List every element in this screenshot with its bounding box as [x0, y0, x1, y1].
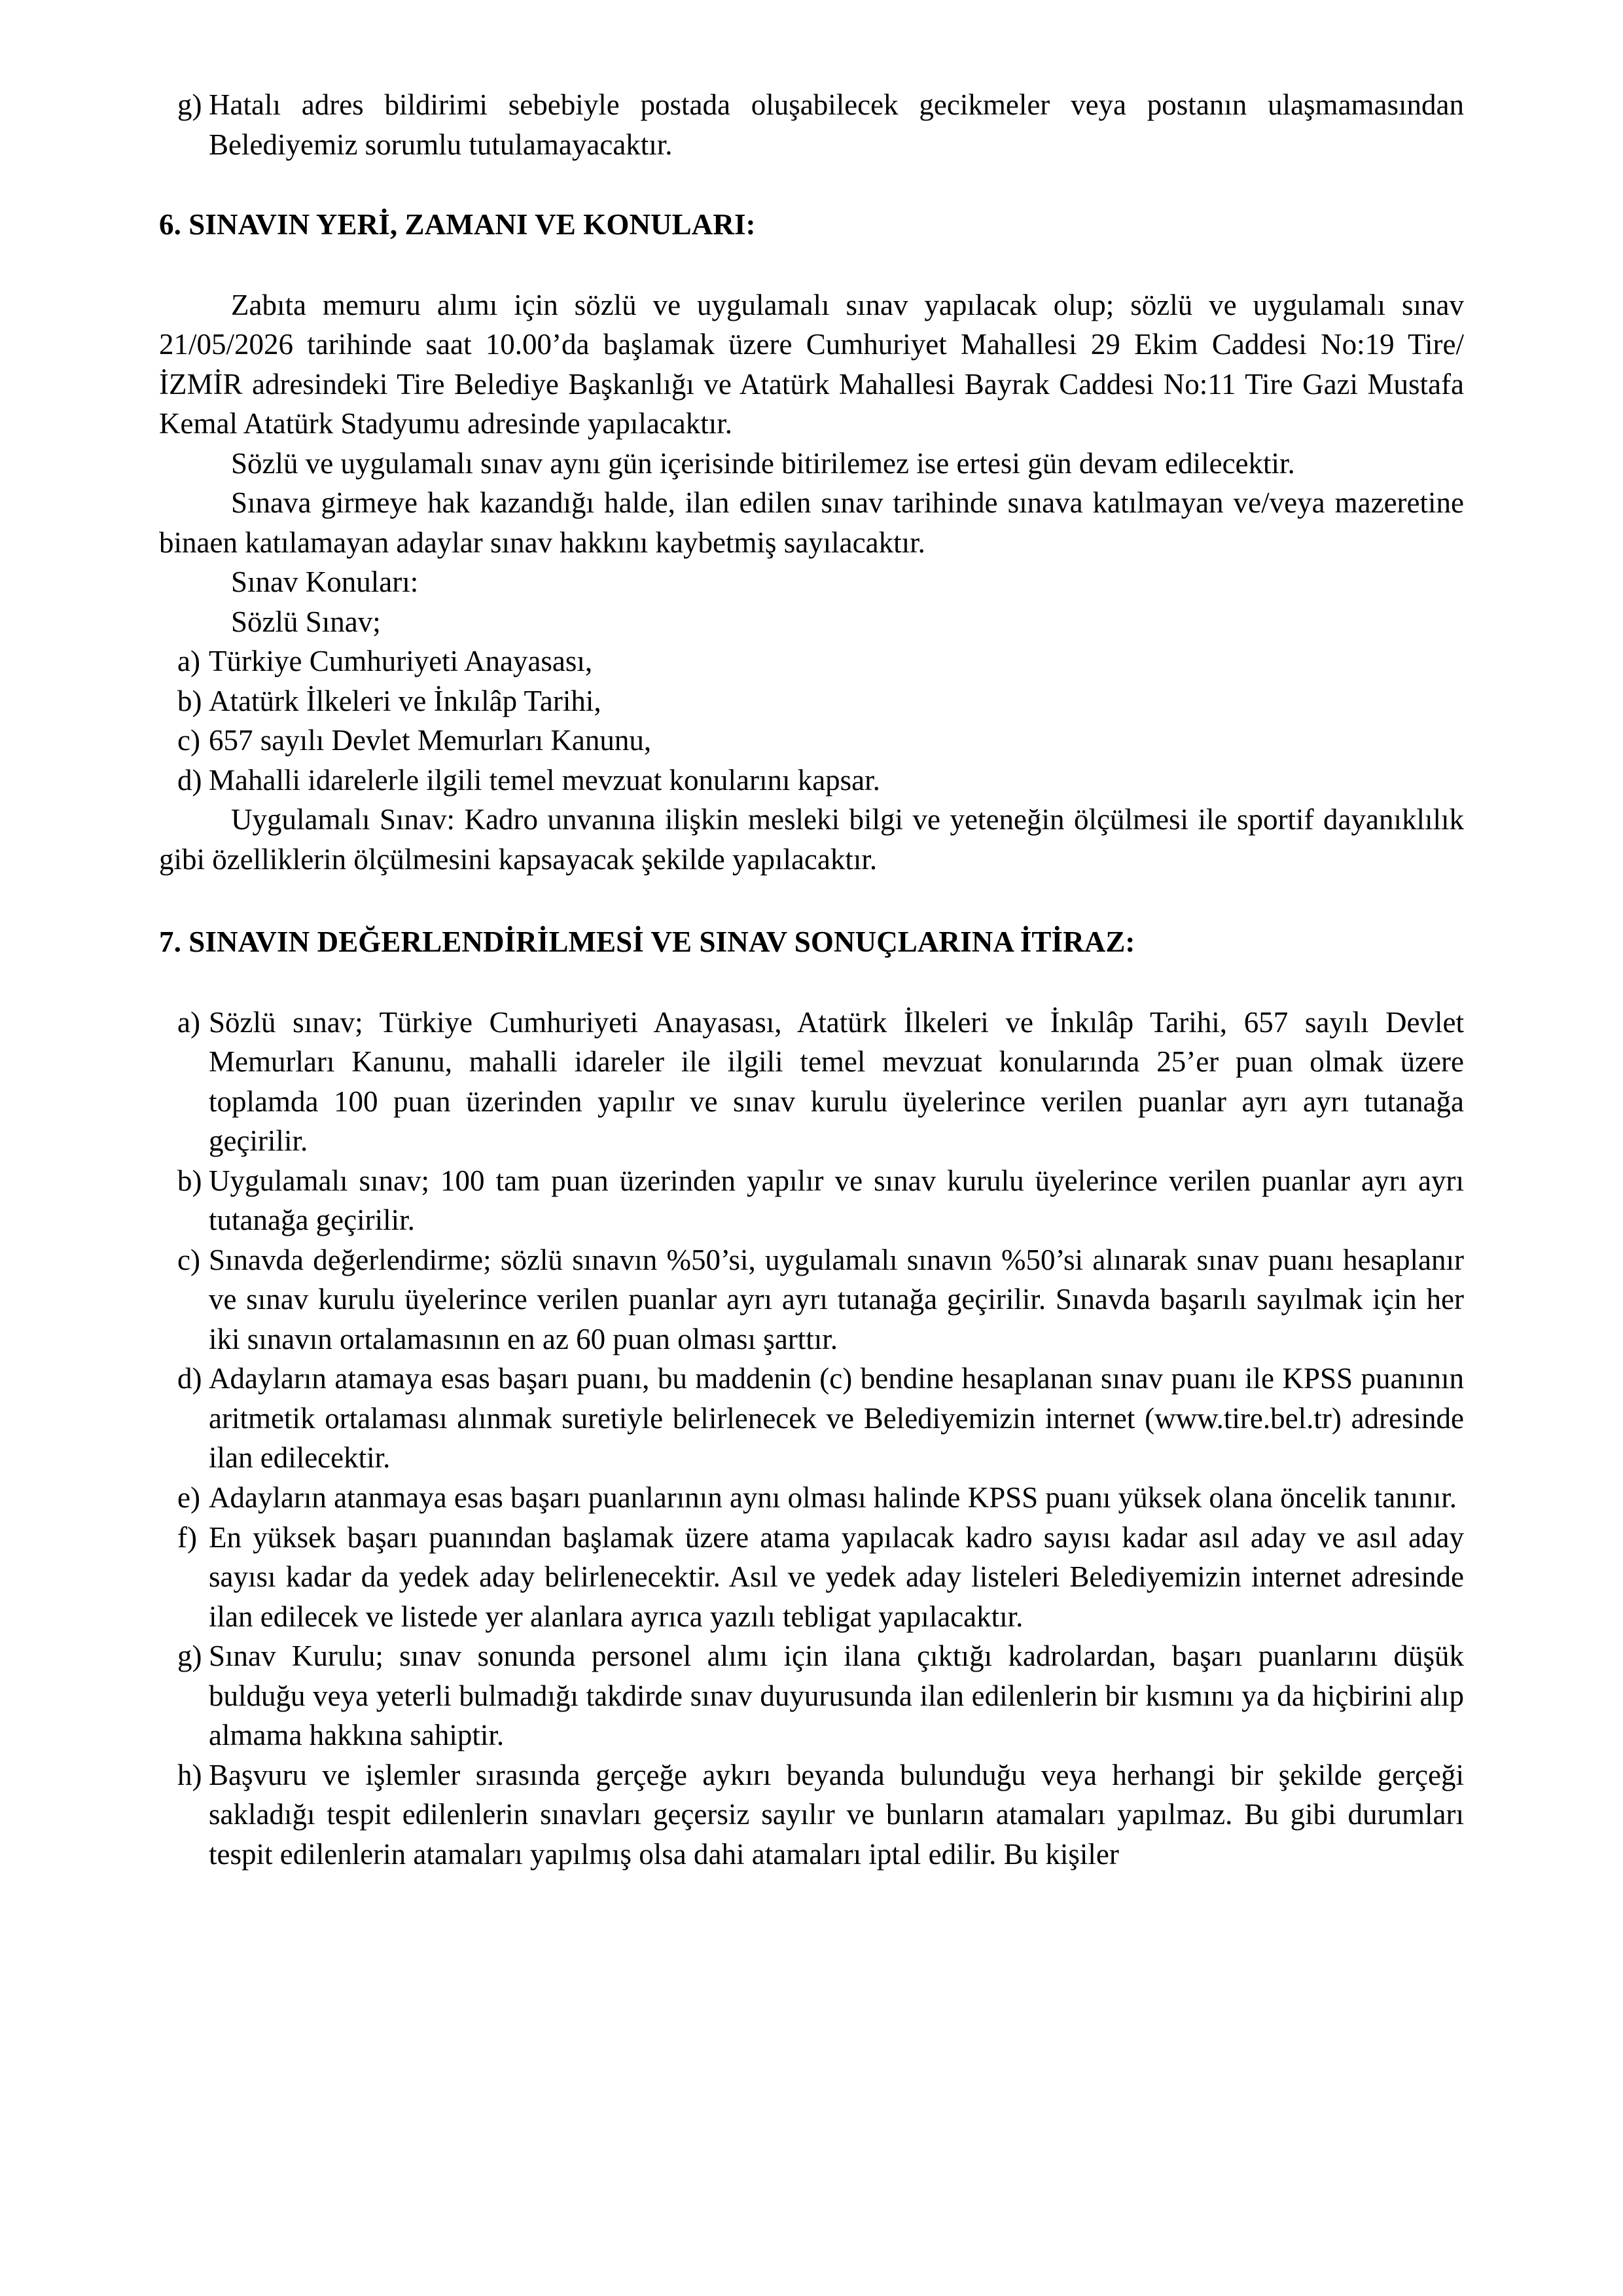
list-item — [159, 761, 1464, 800]
list-item-text: Adayların atanmaya esas başarı puanlarının aynı olması halinde KPSS puanı yüksek olana öncelik tanınır. — [209, 1480, 1457, 1514]
list-marker: c) — [177, 1243, 200, 1276]
list-item-text: Hatalı adres bildirimi sebebiyle postada oluşabilecek gecikmeler veya postanın ulaşmamasından Belediyemiz sorumlu tutulamayacaktır. — [209, 88, 1464, 161]
section-6-paragraph-1: Zabıta memuru alımı için sözlü ve uygulamalı sınav yapılacak olup; sözlü ve uygulamalı sınav 21/05/2026 tarihinde saat 10.00’da başlamak üzere Cumhuriyet Mahallesi 29 Ekim Caddesi No:19 Tire/İZMİR adresindeki Tire Belediye Başkanlığı ve Atatürk Mahallesi Bayrak Caddesi No:11 Tire Gazi Mustafa Kemal Atatürk Stadyumu adresinde yapılacaktır. — [159, 288, 1464, 440]
list-marker: f) — [177, 1520, 197, 1554]
table-row — [159, 1636, 1464, 1755]
list-marker: b) — [177, 1164, 202, 1197]
table-row — [159, 1755, 1464, 1874]
spacer — [159, 962, 1464, 1003]
oral-exam-label: Sözlü Sınav; — [231, 605, 381, 638]
list-item-text: Sınavda değerlendirme; sözlü sınavın %50’si, uygulamalı sınavın %50’si alınarak sınav puanı hesaplanır ve sınav kurulu üyelerince verilen puanlar ayrı ayrı tutanağa geçirilir. Sınavda başarılı sayılmak için her iki sınavın ortalamasının en az 60 puan olması şarttır. — [209, 1243, 1464, 1355]
spacer — [159, 879, 1464, 922]
list-item — [159, 721, 1464, 761]
list-item — [159, 85, 1464, 164]
table-row — [159, 1518, 1464, 1637]
list-item-text: Başvuru ve işlemler sırasında gerçeğe aykırı beyanda bulunduğu veya herhangi bir şekilde gerçeği sakladığı tespit edilenlerin sınavları geçersiz sayılır ve bunların atamaları yapılmaz. Bu gibi durumları tespit edilenlerin atamaları yapılmış olsa dahi atamaları iptal edilir. Bu kişiler — [209, 1758, 1464, 1871]
list-item-text: 657 sayılı Devlet Memurları Kanunu, — [209, 724, 652, 757]
spacer — [159, 245, 1464, 285]
list-item-text: Türkiye Cumhuriyeti Anayasası, — [209, 645, 593, 678]
list-marker: d) — [177, 763, 202, 797]
list-marker: g) — [177, 88, 202, 121]
table-row — [159, 1003, 1464, 1161]
list-item-text: Mahalli idarelerle ilgili temel mevzuat konularını kapsar. — [209, 763, 880, 797]
continued-list — [159, 85, 1464, 164]
practical-exam-paragraph: Uygulamalı Sınav: Kadro unvanına ilişkin mesleki bilgi ve yeteneğin ölçülmesi ile sportif dayanıklılık gibi özelliklerin ölçülmesini kapsayacak şekilde yapılacaktır. — [159, 803, 1464, 876]
list-marker: e) — [177, 1480, 200, 1514]
list-item-text: Uygulamalı sınav; 100 tam puan üzerinden yapılır ve sınav kurulu üyelerince verilen puanlar ayrı ayrı tutanağa geçirilir. — [209, 1164, 1464, 1237]
list-marker: g) — [177, 1640, 202, 1673]
table-row — [159, 1359, 1464, 1478]
list-marker: c) — [177, 724, 200, 757]
exam-subjects-label: Sınav Konuları: — [231, 565, 419, 599]
section-7-heading: 7. SINAVIN DEĞERLENDİRİLMESİ VE SINAV SONUÇLARINA İTİRAZ: — [159, 925, 1135, 959]
table-row — [159, 1161, 1464, 1240]
list-marker: a) — [177, 1005, 200, 1039]
list-marker: d) — [177, 1362, 202, 1395]
table-row — [159, 1240, 1464, 1359]
section-6-paragraph-3: Sınava girmeye hak kazandığı halde, ilan edilen sınav tarihinde sınava katılmayan ve/veya mazeretine binaen katılamayan adaylar sınav hakkını kaybetmiş sayılacaktır. — [159, 486, 1464, 559]
list-item-text: Sözlü sınav; Türkiye Cumhuriyeti Anayasası, Atatürk İlkeleri ve İnkılâp Tarihi, 657 sayılı Devlet Memurları Kanunu, mahalli idareler ile ilgili temel mevzuat konularında 25’er puan olmak üzere toplamda 100 puan üzerinden yapılır ve sınav kurulu üyelerince verilen puanlar ayrı ayrı tutanağa geçirilir. — [209, 1005, 1464, 1158]
section-6-paragraph-2: Sözlü ve uygulamalı sınav aynı gün içerisinde bitirilemez ise ertesi gün devam edilecektir. — [231, 446, 1295, 480]
list-item-text: Sınav Kurulu; sınav sonunda personel alımı için ilana çıktığı kadrolardan, başarı puanlarını düşük bulduğu veya yeterli bulmadığı takdirde sınav duyurusunda ilan edilenlerin bir kısmını ya da hiçbirini alıp almama hakkına sahiptir. — [209, 1640, 1464, 1752]
list-item — [159, 681, 1464, 721]
list-item-text: En yüksek başarı puanından başlamak üzere atama yapılacak kadro sayısı kadar asıl aday ve asıl aday sayısı kadar da yedek aday belirlenecektir. Asıl ve yedek aday listeleri Belediyemizin internet adresinde ilan edilecek ve listede yer alanlara ayrıca yazılı tebligat yapılacaktır. — [209, 1520, 1464, 1633]
list-marker: b) — [177, 684, 202, 717]
list-marker: h) — [177, 1758, 202, 1791]
oral-exam-subject-list — [159, 641, 1464, 800]
spacer — [159, 164, 1464, 205]
list-item — [159, 641, 1464, 681]
section-7-list — [159, 1003, 1464, 1874]
list-marker: a) — [177, 645, 200, 678]
section-6-heading: 6. SINAVIN YERİ, ZAMANI VE KONULARI: — [159, 208, 756, 242]
list-item-text: Atatürk İlkeleri ve İnkılâp Tarihi, — [209, 684, 601, 717]
list-item-text: Adayların atamaya esas başarı puanı, bu maddenin (c) bendine hesaplanan sınav puanı ile KPSS puanının aritmetik ortalaması alınmak suretiyle belirlenecek ve Belediyemizin internet (www.tire.bel.tr) adresinde ilan edilecektir. — [209, 1362, 1464, 1475]
table-row — [159, 1478, 1464, 1518]
